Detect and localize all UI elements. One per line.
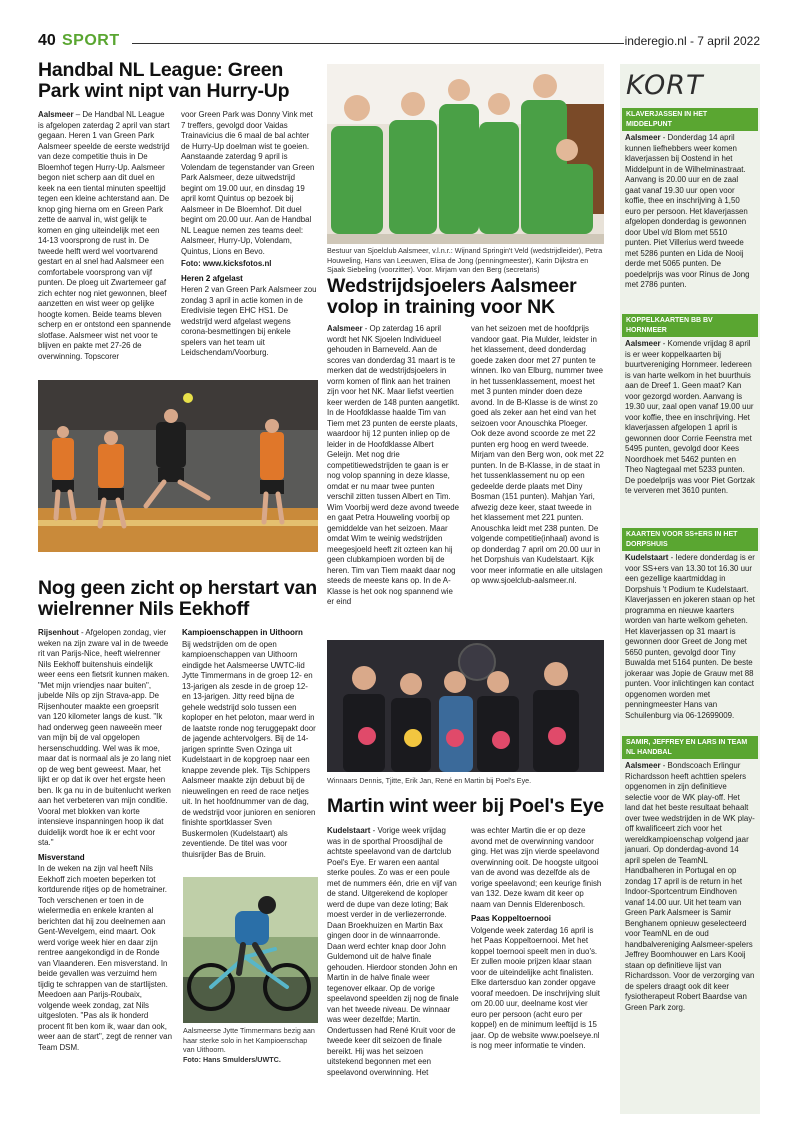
fiets-col2-title: Kampioenschappen in Uithoorn xyxy=(182,628,303,637)
cyclist-caption-text: Aalsmeerse Jytte Timmermans bezig aan haar sterke solo in het Kampioenschap van Uithoorn. xyxy=(183,1026,315,1054)
kort-item xyxy=(622,314,758,497)
cyclist-caption xyxy=(183,1026,318,1064)
handbal-headline: Handbal NL League: Green Park wint nipt van Hurry-Up xyxy=(38,59,290,102)
darts-caption: Winnaars Dennis, Tjitte, Erik Jan, René en Martin bij Poel's Eye. xyxy=(327,776,532,785)
handbal-body xyxy=(38,110,318,378)
darts-lead: Kudelstaart xyxy=(327,826,371,835)
kort-item xyxy=(622,108,758,291)
darts-col-2 xyxy=(471,826,604,1116)
fiets-col2-text: Bij wedstrijden om de open kampioenschappen van Uithoorn eindigde het Aalsmeerse UWTC-lid Jytte Timmermans in de groep 12- en 13-jarigen als zesde in de groep 12- en 13-jarigen. Jitty reed bijna de gehele wedstrijd solo tussen een koploper en het peloton, maar werd in de laatste ronde nog teruggepakt door de jagende achtervolgers. Bij de 14-jarigen sprintte Sven Ozinga uit Kudelstaart in de kopgroep naar een knappe zevende plek. Tijs Schippers Aalsmeer maakte zijn debuut bij de nieuwelingen en reed de race netjes uit. In het hoofdnummer van de dag, de wedstrijd voor junioren en senioren finishte sportklasser Sven Buskermolen (Kudelstaart) als zeventiende. De titel was voor thuisrijder Bas de Bruin. xyxy=(182,639,316,859)
sjoel-text-1: - Op zaterdag 16 april wordt het NK Sjoelen Individueel gehouden in Barneveld. Aan de scores van donderdag 31 maart is te merken dat de wedstrijdsjoelers in vorm komen of flink aan het trainen zijn voor het NK. Maar liefst veertien keer werden de 148 punten aangetikt. In de Hoofdklasse haalde Tim van Tiem met 23 punten de eerste plaats, waardoor hij 12 punten inliep op de leider in de Hoofdklasse Albert Geleijn. Met nog drie competitiewedstrijden te gaan is er nog volop spanning in deze klasse, omdat er nu maar twee punten verschil zitten tussen Albert en Tim. Wim Voorbij werd deze avond tweede en gaat Petra Houweling voorbij op gemiddelde van het seizoen. Maar omdat Wim te weinig wedstrijden meegesjoeld heeft zit ozteen kan hij geen clubkampioen worden bij de heren. Tim van Tiem maakt daar nog steeds de meeste kans op. In de A-Klasse is het ook nog spannend wie er eind xyxy=(327,324,460,606)
kort-sidebar xyxy=(620,64,760,1114)
kort-badge: KLAVERJASSEN IN HET MIDDELPUNT xyxy=(622,108,758,131)
handbal-sub-title: Heren 2 afgelast xyxy=(181,273,243,283)
kort-item xyxy=(622,528,758,721)
kort-badge: KAARTEN VOOR SS+ERS IN HET DORPSHUIS xyxy=(622,528,758,551)
fiets-sub-text: In de weken na zijn val heeft Nils Eekhoff zich moeten beperken tot kortdurende ritjes op de hometrainer. Toch verschenen er toen in de wielermedia en enkele kranten al berichten dat hij zou deelnemen aan Gent-Wevelgem, eind maart. Ook werd vorige week hier en daar zijn rentree aangekondigd in de Ronde van Vlaanderen. Een misverstand. In beide gevallen was verzuimd hem tijdig te schrappen van de startlijsten. Meedoen aan Parijs-Roubaix, volgende week zondag, zat Nils uitgesloten. "Pas als ik honderd procent fit ben kom ik, waar dan ook, weer aan de start", zegt de renner van Team DSM. xyxy=(38,864,172,1052)
handbal-text-2: voor Green Park was Donny Vink met 7 treffers, gevolgd door Vaidas Trainavicius die 6 maal de bal achter de Hurry-Up doelman wist te goeien. Aanstaande zaterdag 9 april is Volendam de tegenstander van Green Park Aalsmeer, deze uitwedstrijd begint om 19.00 uur, en dinsdag 19 april komt Quintus op bezoek bij Aalsmeer in De Bloemhof. Dit duel begint om 20.00 uur. Aan de Handbal NL League nemen zes teams deel: Aalsmeer, Hurry-Up, Volendam, Quintus, Lions en Bevo. xyxy=(181,110,315,256)
fiets-article xyxy=(38,578,318,620)
kort-text xyxy=(622,131,758,291)
site-date: inderegio.nl - 7 april 2022 xyxy=(624,34,760,48)
handbal-lead: Aalsmeer xyxy=(38,110,74,119)
sjoel-photo xyxy=(327,64,604,244)
sjoel-body xyxy=(327,324,604,614)
kort-text xyxy=(622,759,758,1013)
kort-title: KORT xyxy=(626,70,704,101)
darts-photo xyxy=(327,640,604,772)
darts-sub-text: Volgende week zaterdag 16 april is het Paas Koppeltoernooi. Met het koppel toernooi speelt men in duo's. Er zullen mooie prijzen klaar staan voor de uiteindelijke acht finalisten. Elke dartersduo kan zonder opgave vooraf meedoen. De inschrijving sluit om 20.00 uur, deelname kost vier euro per persoon (acht euro per koppel) en de minimum leeftijd is 15 jaar. Op de website www.poelseye.nl is nog meer informatie te vinden. xyxy=(471,925,600,1050)
sjoel-headline: Wedstrijdsjoelers Aalsmeer volop in training voor NK xyxy=(327,275,577,318)
darts-text-1: - Vorige week vrijdag was in de sporthal Proosdijhal de achtste speelavond van de dartclub Poel's Eye. Er waren een aantal sterke poules. Zo was er een poule met de nummers één, drie en vijf van de stand. Uitgerekend de koploper werd de dupe van deze loting; Bak moest verder in de verliezerronde. Daan Broekhuizen en Martin Bax gingen door in de winnaarronde. Daan werd echter knap door John Guldemond uit de halve finale gehouden. Hierdoor stonden John en Martin in de halve finale weer tegenover elkaar. Op de vorige speelavond speelden zij nog de finale van het tweede niveau. De winnaar was weer dezelfde; Martin. Ondertussen had René Kruit voor de tweede keer dit seizoen de finale bereikt. Hij was het seizoen uitstekend begonnen met een speelavond overwinning. Het xyxy=(327,826,459,1077)
fiets-col-2 xyxy=(182,628,318,868)
header-rule xyxy=(132,43,624,44)
page-header xyxy=(38,30,760,54)
darts-col-1 xyxy=(327,826,461,1116)
kort-lead: Aalsmeer xyxy=(625,339,661,348)
handbal-col-2 xyxy=(181,110,318,378)
fiets-sub-title: Misverstand xyxy=(38,852,85,862)
fiets-col-1 xyxy=(38,628,172,1114)
kort-lead: Aalsmeer xyxy=(625,133,661,142)
fiets-headline: Nog geen zicht op herstart van wielrenner Nils Eekhoff xyxy=(38,577,317,620)
kort-badge: SAMIR, JEFFREY EN LARS IN TEAM NL HANDBAL xyxy=(622,736,758,759)
darts-body xyxy=(327,826,604,1116)
darts-text-2: was echter Martin die er op deze avond met de overwinning vandoor ging. Het was zijn vierde speelavond overwinning ooit. De hoogste uitgooi van de avond was dezelfde als de vorige speelavond; een keurige finish van 132. Deze kwam dit keer op naam van Dennis Elderenbosch. xyxy=(471,826,602,909)
handball-photo xyxy=(38,380,318,552)
darts-sub-title: Paas Koppeltoernooi xyxy=(471,914,552,923)
sjoel-text-2: van het seizoen met de hoofdprijs vandoor gaat. Pia Mulder, leidster in het klassement, deed donderdag goede zaken door met 27 punten te winnen. Iko van Elburg, nummer twee in het tussenklassement, moest het met 3 punten minder doen deze avond. In de B-Klasse is de winst zo goed als zeker aan het eind van het seizoen voor Anouschka Ploeger. Ook deze avond scoorde ze met 22 punten erg hoog en werd tweede. Mirjam van den Berg won, ook met 22 punten. In de B-Klasse, in de staat in het tussenklassement nu op een gedeelde derde plaats met Diny Bosman (151 punten). Mahjan Yari, afwezig deze keer, staat tweede in het klassement met 221 punten. Anouschka leidt met 238 punten. De volgende competitie(inhaal) avond is op donderdag 7 april om 20.00 uur in het Dorpshuis van Kudelstaart. Kijk voor meer informatie en alle uitslagen op www.sjoelclub-aalsmeer.nl. xyxy=(471,324,604,585)
kort-lead: Kudelstaart xyxy=(625,553,669,562)
handbal-article xyxy=(38,60,318,102)
handbal-text-1: – De Handbal NL League is afgelopen zaterdag 2 april van start gegaan. Heren 1 van Green Park Aalsmeer speelde de eerste wedstrijd van deze competitie thuis in De Bloemhof tegen Hurry-Up. Aalsmeer begon niet scherp aan dit duel en keek na een tiental minuten speeltijd tegen een kleine achterstand aan. De knop ging hierna om en Green Park zette de aanval in, wist gelijk te komen en ging uiteindelijk met een 14-13 voorsprong de rust in. De tweede helft werd wel voortvarend gestart en al snel had Aalsmeer een comfortabele voorsprong van vijf punten. De ploeg uit Zwartemeer gaf zich echter nog niet gewonnen, bleef aanzetten en wist weer op gelijke hoogte komen. Beide teams bleven scherp en er ontstond een spannende slotfase. Aalsmeer wist net voor te blijven en pakte met 27-26 de overwinning. Topscorer xyxy=(38,110,171,361)
kort-text xyxy=(622,551,758,721)
sjoel-lead: Aalsmeer xyxy=(327,324,363,333)
page-number: 40 xyxy=(38,32,56,49)
kort-body: - Bondscoach Erlingur Richardsson heeft achttien spelers opgenomen in zijn definitieve selectie voor de WK play-off. Het land dat het beste resultaat behaalt over twee wedstrijden in de WK play-off kwalificeert zich voor het wereldkampioenschap volgend jaar januari. Op donderdag-avond 14 april spelen de TeamNL Handbalheren in Portugal en op zondag 17 april is de return in het Indoor-Sportcentrum Eindhoven vanaf 14.00 uur. Uit het team van Green Park Aalsmeer is Samir Benghanem opnieuw geselecteerd voor TeamNL en de oud handbalvereniging Aalsmeer-spelers Jeffrey Boomhouwer en Lars Kooij staan op definitieve lijst van Richardsson. Voor de verzorging van de spelers draagt ook dit keer fysiotherapeut Robert Baardse van Green Park zorg. xyxy=(625,761,755,1012)
kort-lead: Aalsmeer xyxy=(625,761,661,770)
cyclist-photo xyxy=(183,877,318,1023)
handbal-photo-credit: Foto: www.kicksfotos.nl xyxy=(181,259,272,268)
darts-headline: Martin wint weer bij Poel's Eye xyxy=(327,795,604,817)
handbal-sub-text: Heren 2 van Green Park Aalsmeer zou zondag 3 april in actie komen in de Eredivisie tegen EHC HS1. De wedstrijd werd afgelast wegens corona-besmettingen bij enkele spelers van het team uit Leidschendam/Voorburg. xyxy=(181,285,317,357)
sjoel-col-2 xyxy=(471,324,604,614)
kort-body: - Komende vrijdag 8 april is er weer koppelkaarten bij buurtvereniging Hornmeer. Iedereen is van harte welkom in het buurthuis aan de Dreef 1. Geen maat? Kan voor gezorgd worden. Aanvang is 19.30 uur, zaal open vanaf 19.00 uur voor koffie, thee en inschrijving. Het klaverjassen afgelopen 1 april is gewonnen door Corrie Feenstra met 5495 punten, gevolgd door Kees Noordhoek met 5462 punten en Theo Nagtegaal met 5233 punten. De poedelprijs was voor Piet Gortzak te ververen met 3610 punten. xyxy=(625,339,755,495)
kort-text xyxy=(622,337,758,497)
kort-body: - Donderdag 14 april kunnen liefhebbers weer komen klaverjassen bij Oostend in het Middelpunt in de Wilhelminastraat. Aanvang is 20.00 uur en de zaal gaat vanaf 19.30 uur open voor koffie, thee en inschrijving à 1,50 euro per persoon. Het klaverjassen afgelopen donderdag is gewonnen door Ubel v/d Blom met 5510 punten. Piet Villerius werd tweede met 5286 punten en Lida de Nooij derde met 5065 punten. De poedelprijs was voor Rinus de Jong met 2786 punten. xyxy=(625,133,750,289)
handbal-col-1 xyxy=(38,110,171,378)
kort-item xyxy=(622,736,758,1013)
section-title: SPORT xyxy=(62,32,120,49)
sjoel-caption: Bestuur van Sjoelclub Aalsmeer, v.l.n.r.: Wijnand Springin't Veld (wedstrijdleider), Petra Houweling, Hans van Leeuwen, Elisa de Jong (penningmeester), Karin Dijkstra en Sjaak Siebeling (voorzitter). Voor. Mirjam van den Berg (secretaris) xyxy=(327,246,603,274)
kort-body: - Iedere donderdag is er voor SS+ers van 13.30 tot 16.30 uur een gezellige kaartmiddag in Dorpshuis 't Podium te Kudelstaart. Klaverjassen en jokeren staan op het programma en nieuwe kaarters worden van harte welkom geheten. Het klaverjassen op 31 maart is gewonnen door Greet de Jong met 5650 punten, gevolgd door Tiny Buwalda met 5164 punten. De beste jokeraar was Jopie de Grauw met 88 punten. Voor inlichtingen kan contact opgenomen worden met penningmeester Hans van Schuilenburg via 06-12699009. xyxy=(625,553,755,720)
darts-article xyxy=(327,796,607,817)
cyclist-photo-credit: Foto: Hans Smulders/UWTC. xyxy=(183,1054,281,1064)
kort-badge: KOPPELKAARTEN BB BV HORNMEER xyxy=(622,314,758,337)
fiets-lead: Rijsenhout xyxy=(38,628,79,637)
fiets-text-1: - Afgelopen zondag, vier weken na zijn zware val in de tweede rit van Parijs-Nice, heeft wielrenner Nils Eekhoff buitenshuis eindelijk weer eens een fietsrit kunnen maken. "Met mijn vriendjes naar buiten", jubelde Nils op zijn Strava-app. De Rijsenhouter maakte een groepsrit van 120 kilometer langs de kust. "Ik had onderweg geen naweeën meer van mijn bij de val opgelopen hersenschudding. Wel was ik moe, maar dat is normaal als je zo lang niet op de weg bent geweest. Maar, het lijkt er op dat ik over het ergste heen ben. Ik ga nu in de buitenlucht werken aan het verbeteren van mijn conditie. Vooral met blokken van korte intensieve inspanningen hoop ik dat duidelijk wordt hoe ik er echt voor sta." xyxy=(38,628,171,847)
sjoel-col-1 xyxy=(327,324,461,614)
sjoel-article xyxy=(327,276,607,318)
